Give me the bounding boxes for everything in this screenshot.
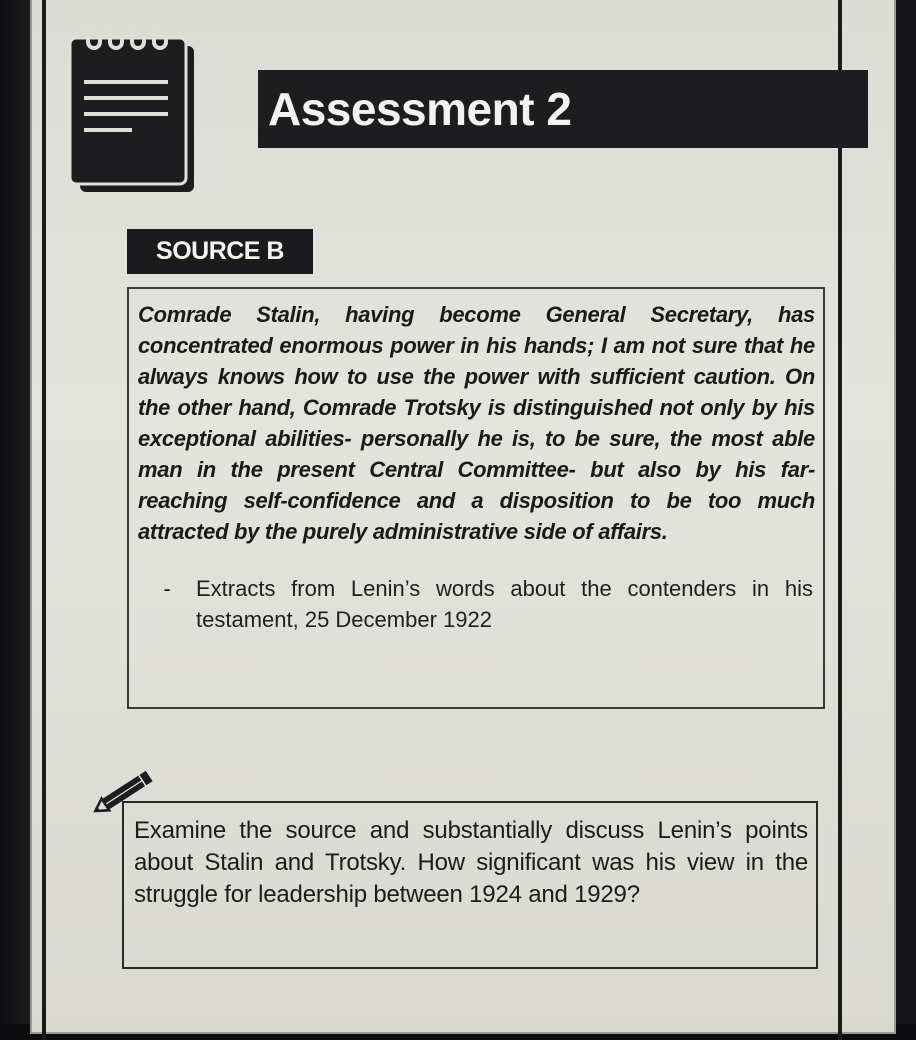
source-quote: Comrade Stalin, having become General Secretary, has concentrated enormous power in his hands; I am not sure that he always knows how to use the power with sufficient caution. On the other hand, Comrade Trotsky is distinguished not only by his exceptional abilities- personally he is, to be sure, the most able man in the present Central Committee- but also by his far-reaching self-confidence and a disposition to be too much attracted by the purely administrative side of affairs. <box>138 302 815 544</box>
question-text: Examine the source and substantially discuss Lenin’s points about Stalin and Trotsky. How significant was his view in the struggle for leadership between 1924 and 1929? <box>134 817 808 908</box>
title-bar <box>258 70 868 148</box>
notepad-icon <box>66 26 198 196</box>
citation <box>138 573 815 635</box>
source-box <box>127 287 825 709</box>
citation-text: Extracts from Lenin’s words about the contenders in his testament, 25 December 1922 <box>196 576 813 632</box>
source-label: SOURCE B <box>127 229 313 274</box>
citation-dash: - <box>163 576 171 601</box>
question-box <box>122 801 818 969</box>
page-title: Assessment 2 <box>268 83 572 135</box>
